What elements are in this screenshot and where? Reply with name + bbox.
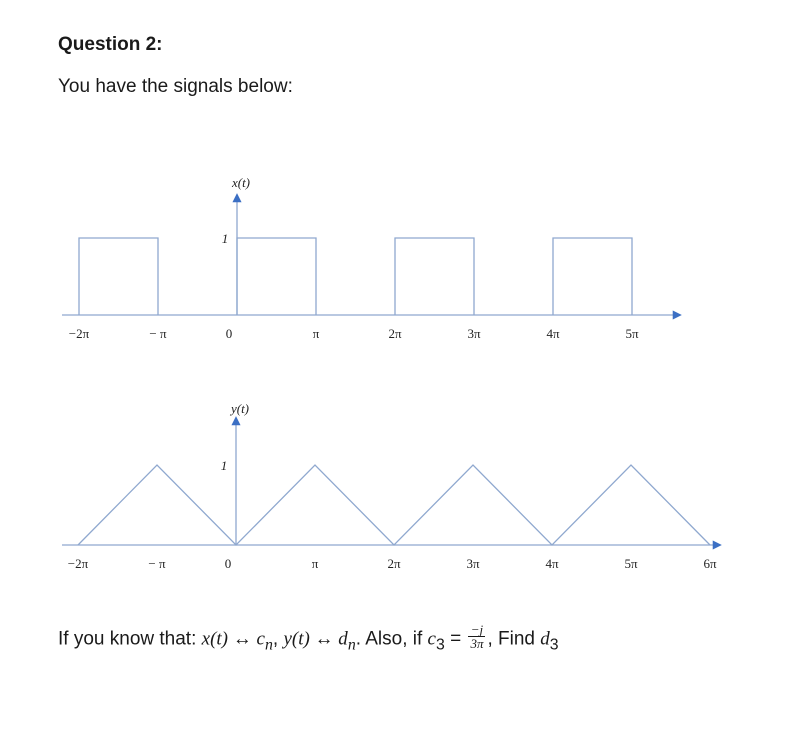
x-tick-label: π	[312, 326, 320, 341]
x-tick-label: 4π	[545, 556, 559, 571]
question-title: Question 2:	[58, 34, 163, 55]
comma: ,	[272, 628, 284, 650]
c3-fraction	[468, 623, 485, 650]
y-signal-plot	[62, 401, 720, 571]
d3-subscript: 3	[549, 636, 559, 654]
fraction-suffix: ,	[487, 628, 493, 650]
x-tick-label: − π	[149, 326, 167, 341]
x-tick-label: π	[311, 556, 319, 571]
x-tick-label: −2π	[67, 556, 89, 571]
pulse	[553, 238, 632, 315]
question-prefix: If you know that:	[58, 628, 202, 650]
c3-symbol: c	[427, 628, 436, 650]
d3-symbol: d	[540, 628, 550, 650]
x-signal-plot	[62, 175, 680, 341]
fraction-denominator: 3π	[470, 636, 484, 651]
x-tick-label: 2π	[387, 556, 401, 571]
question-text	[58, 622, 559, 654]
pair-y-d: y(t) ↔ d	[283, 628, 348, 650]
x-tick-label: 4π	[546, 326, 560, 341]
x-tick-label: 3π	[466, 556, 480, 571]
sub-n-1: n	[264, 636, 273, 654]
pulse	[79, 238, 158, 315]
pulse	[237, 238, 316, 315]
equals-sign: =	[444, 628, 467, 650]
x-tick-label: − π	[148, 556, 166, 571]
signal-label: x(t)	[231, 175, 251, 190]
sub-n-2: n	[347, 636, 356, 654]
find-text: Find	[492, 628, 541, 650]
question-mid: . Also, if	[355, 628, 428, 650]
triangle-wave	[78, 465, 710, 545]
signal-label: y(t)	[230, 401, 250, 416]
x-tick-label: 5π	[625, 326, 639, 341]
x-tick-label: −2π	[68, 326, 90, 341]
amplitude-label: 1	[221, 231, 229, 246]
x-tick-label: 6π	[703, 556, 717, 571]
amplitude-label: 1	[220, 458, 228, 473]
x-tick-label: 0	[225, 326, 233, 341]
c3-subscript: 3	[435, 636, 445, 654]
x-tick-label: 0	[224, 556, 232, 571]
pair-x-c: x(t) ↔ c	[201, 628, 265, 650]
x-tick-label: 5π	[624, 556, 638, 571]
fraction-numerator: −j	[468, 623, 485, 637]
x-tick-label: 2π	[388, 326, 402, 341]
x-tick-label: 3π	[467, 326, 481, 341]
pulse	[395, 238, 474, 315]
intro-text: You have the signals below:	[58, 76, 293, 97]
